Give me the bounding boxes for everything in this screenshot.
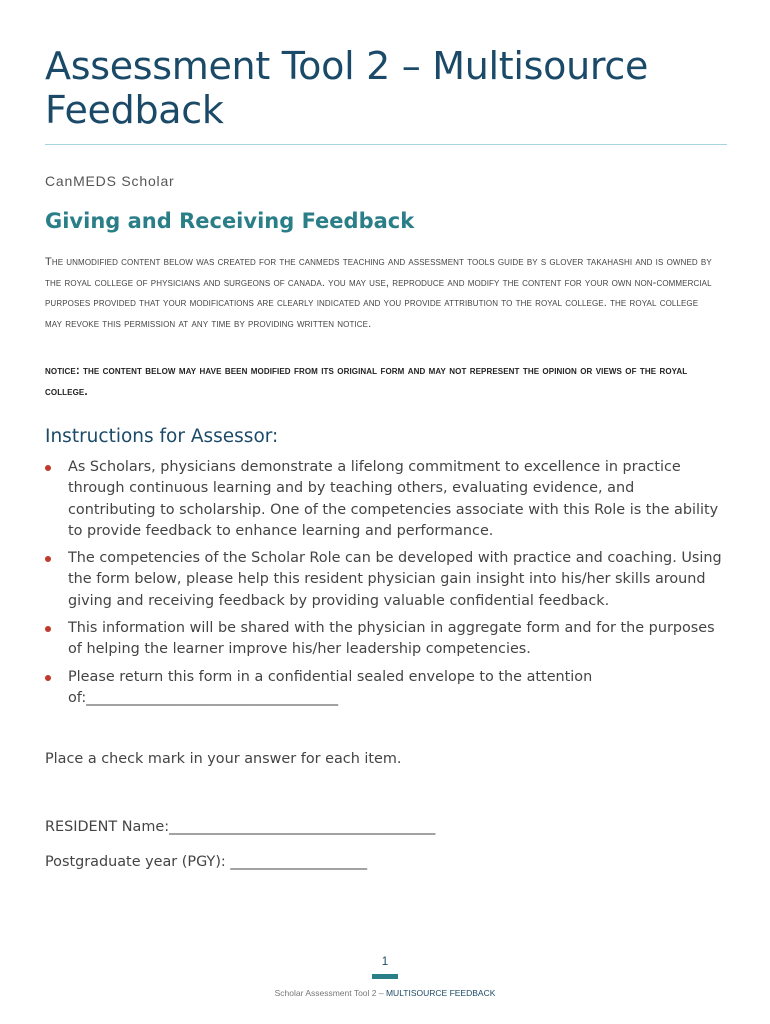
list-item-text: Please return this form in a confidential sealed envelope to the attention of:___________________________________ [68, 668, 593, 706]
modification-notice: notice: the content below may have been modified from its original form and may not represent the opinion or views of the royal college. [45, 365, 688, 398]
bullet-icon [45, 556, 51, 562]
bullet-icon [45, 465, 51, 471]
page-number-bar [372, 974, 398, 979]
list-item-text: The competencies of the Scholar Role can be developed with practice and coaching. Using the form below, please help this resident physician gain insight into his/her skills around giving and receiving feedback by providing valuable confidential feedback. [68, 550, 722, 609]
list-item-text: As Scholars, physicians demonstrate a lifelong commitment to excellence in practice through continuous learning and by teaching others, evaluating evidence, and contributing to scholarship. One of the competencies associate with this Role is the ability to provide feedback to enhance learning and performance. [68, 459, 719, 539]
document-subtitle: CanMEDS Scholar [45, 173, 175, 189]
title-divider [45, 144, 727, 145]
footer-accent-text: MULTISOURCE FEEDBACK [385, 988, 496, 998]
copyright-disclaimer: The unmodified content below was created for the canmeds teaching and assessment tools guide by s glover takahashi and is owned by the royal college of physicians and surgeons of canada. you may use, reproduce and modify the content for your own non-commercial purposes provided that your modifications are clearly indicated and you provide attribution to the royal college. the royal college may revoke this permission at any time by providing written notice. [45, 256, 712, 330]
instructions-list [45, 457, 725, 715]
bullet-icon [45, 626, 51, 632]
page-footer [0, 988, 770, 998]
list-item-text: This information will be shared with the physician in aggregate form and for the purposes of helping the learner improve his/her leadership competencies. [68, 620, 715, 658]
section-heading: Giving and Receiving Feedback [45, 209, 415, 233]
document-title: Assessment Tool 2 – Multisource Feedback [45, 44, 649, 132]
pgy-field[interactable]: Postgraduate year (PGY): ___________________ [45, 854, 368, 870]
instructions-heading: Instructions for Assessor: [45, 426, 279, 447]
resident-name-field[interactable]: RESIDENT Name:_____________________________________ [45, 819, 436, 835]
bullet-icon [45, 675, 51, 681]
list-item [45, 548, 725, 612]
list-item [45, 618, 725, 661]
list-item [45, 457, 725, 542]
page-number: 1 [381, 956, 389, 968]
footer-text: Scholar Assessment Tool 2 – [274, 988, 386, 998]
check-mark-instruction: Place a check mark in your answer for each item. [45, 751, 402, 767]
list-item [45, 667, 725, 710]
